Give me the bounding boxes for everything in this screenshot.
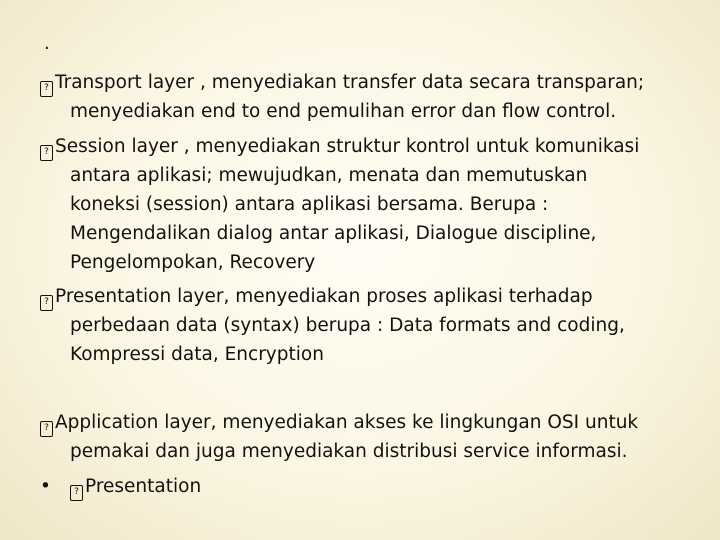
paragraph-line: ? Application layer, menyediakan akses ke lingkungan OSI untuk — [40, 408, 700, 437]
paragraph-transport — [40, 68, 700, 126]
missing-glyph-icon: ? — [40, 81, 53, 97]
bullet-text: Presentation — [85, 476, 202, 497]
bullet-icon: • — [40, 476, 51, 497]
paragraph-line: antara aplikasi; mewujudkan, menata dan memutuskan — [70, 165, 588, 186]
bullet-item — [40, 472, 201, 501]
paragraph-line: koneksi (session) antara aplikasi bersama. Berupa : — [70, 194, 549, 215]
paragraph-application — [40, 408, 700, 466]
missing-glyph-icon: ? — [70, 485, 83, 501]
paragraph-line: Pengelompokan, Recovery — [70, 252, 316, 273]
paragraph-line: menyediakan end to end pemulihan error dan flow control. — [70, 101, 617, 122]
missing-glyph-icon: ? — [40, 421, 53, 437]
paragraph-session — [40, 132, 700, 277]
paragraph-line: perbedaan data (syntax) berupa : Data formats and coding, — [70, 315, 625, 336]
paragraph-line: ? Presentation layer, menyediakan proses aplikasi terhadap — [40, 282, 700, 311]
paragraph-presentation — [40, 282, 700, 369]
paragraph-line: pemakai dan juga menyediakan distribusi service informasi. — [70, 441, 628, 462]
paragraph-line: ? Session layer , menyediakan struktur kontrol untuk komunikasi — [40, 132, 700, 161]
paragraph-line: ? Transport layer , menyediakan transfer data secara transparan; — [40, 68, 700, 97]
paragraph-line: Mengendalikan dialog antar aplikasi, Dialogue discipline, — [70, 223, 597, 244]
slide-marker: . — [44, 33, 50, 54]
paragraph-line: Kompressi data, Encryption — [70, 344, 324, 365]
missing-glyph-icon: ? — [40, 145, 53, 161]
missing-glyph-icon: ? — [40, 295, 53, 311]
